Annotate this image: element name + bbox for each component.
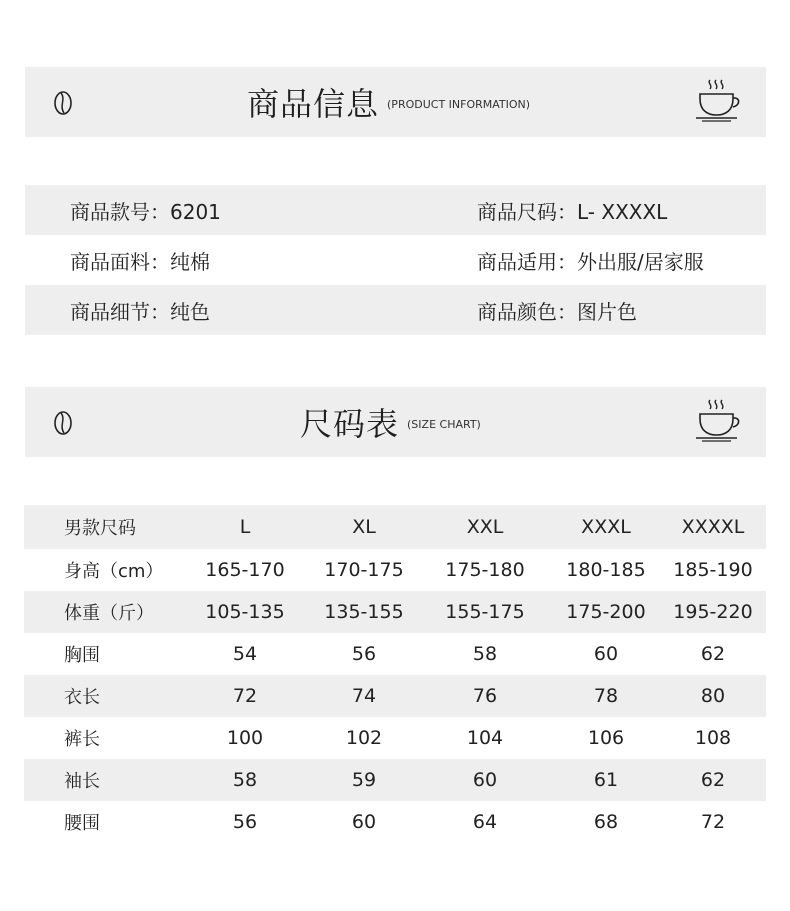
- table-cell: 72: [700, 811, 726, 833]
- table-row-label: 胸围: [64, 645, 100, 666]
- size-chart-title: 尺码表: [300, 405, 400, 443]
- product-info-row: [25, 235, 766, 285]
- table-cell: 80: [700, 685, 726, 707]
- table-cell: 180-185: [566, 559, 646, 581]
- size-chart-header: [25, 387, 766, 457]
- table-cell: 185-190: [673, 559, 753, 581]
- product-info-title: 商品信息: [247, 85, 380, 123]
- table-header-cell: XXXXL: [681, 516, 745, 538]
- table-cell: 58: [472, 643, 498, 665]
- product-size-range: 商品尺码：L- XXXXL: [477, 199, 668, 224]
- product-info-row: [25, 285, 766, 335]
- table-row: [24, 591, 766, 633]
- table-cell: 100: [226, 727, 264, 749]
- table-cell: 135-155: [324, 601, 404, 623]
- table-cell: 68: [593, 811, 619, 833]
- table-cell: 62: [700, 643, 726, 665]
- table-row: [24, 549, 766, 591]
- table-cell: 74: [351, 685, 377, 707]
- table-row-label: 腰围: [64, 813, 100, 834]
- product-detail: 商品细节：纯色: [70, 299, 210, 324]
- table-cell: 60: [472, 769, 498, 791]
- table-row: [24, 675, 766, 717]
- table-cell: 102: [345, 727, 383, 749]
- table-header-cell: XXXL: [581, 516, 631, 538]
- table-cell: 60: [351, 811, 377, 833]
- table-cell: 78: [593, 685, 619, 707]
- table-row-label: 体重（斤）: [64, 603, 154, 624]
- table-cell: 76: [472, 685, 498, 707]
- product-info-row: [25, 185, 766, 235]
- coffee-bean-icon: [52, 410, 74, 436]
- table-cell: 56: [351, 643, 377, 665]
- coffee-bean-icon: [52, 90, 74, 116]
- table-header-cell: 男款尺码: [64, 518, 136, 539]
- product-style-number: 商品款号：6201: [70, 199, 221, 224]
- table-cell: 155-175: [445, 601, 525, 623]
- table-header-cell: XXL: [466, 516, 504, 538]
- table-row-label: 身高（cm）: [64, 561, 164, 582]
- table-header-cell: L: [239, 516, 251, 538]
- table-row-label: 袖长: [64, 771, 100, 792]
- table-cell: 58: [232, 769, 258, 791]
- table-cell: 59: [351, 769, 377, 791]
- table-cell: 60: [593, 643, 619, 665]
- product-info-subtitle: (PRODUCT INFORMATION): [387, 97, 531, 111]
- size-chart-subtitle: (SIZE CHART): [407, 417, 481, 431]
- table-cell: 108: [694, 727, 732, 749]
- table-cell: 61: [593, 769, 619, 791]
- table-cell: 165-170: [205, 559, 285, 581]
- table-cell: 64: [472, 811, 498, 833]
- table-row: [24, 633, 766, 675]
- table-row: [24, 801, 766, 843]
- coffee-cup-icon: [693, 397, 743, 443]
- table-cell: 62: [700, 769, 726, 791]
- coffee-cup-icon: [693, 77, 743, 123]
- table-row-label: 裤长: [64, 729, 100, 750]
- table-cell: 175-180: [445, 559, 525, 581]
- table-header-cell: XL: [352, 516, 376, 538]
- table-cell: 105-135: [205, 601, 285, 623]
- table-cell: 54: [232, 643, 258, 665]
- table-cell: 72: [232, 685, 258, 707]
- table-row-label: 衣长: [64, 687, 100, 708]
- table-row: [24, 759, 766, 801]
- product-color: 商品颜色：图片色: [477, 299, 637, 324]
- table-cell: 56: [232, 811, 258, 833]
- table-cell: 170-175: [324, 559, 404, 581]
- product-usage: 商品适用：外出服/居家服: [477, 249, 704, 274]
- product-info-header: [25, 67, 766, 137]
- product-fabric: 商品面料：纯棉: [70, 249, 210, 274]
- table-cell: 175-200: [566, 601, 646, 623]
- table-cell: 195-220: [673, 601, 753, 623]
- table-row: [24, 717, 766, 759]
- table-header-row: [24, 505, 766, 549]
- size-chart-table: [24, 505, 766, 843]
- table-cell: 104: [466, 727, 504, 749]
- table-cell: 106: [587, 727, 625, 749]
